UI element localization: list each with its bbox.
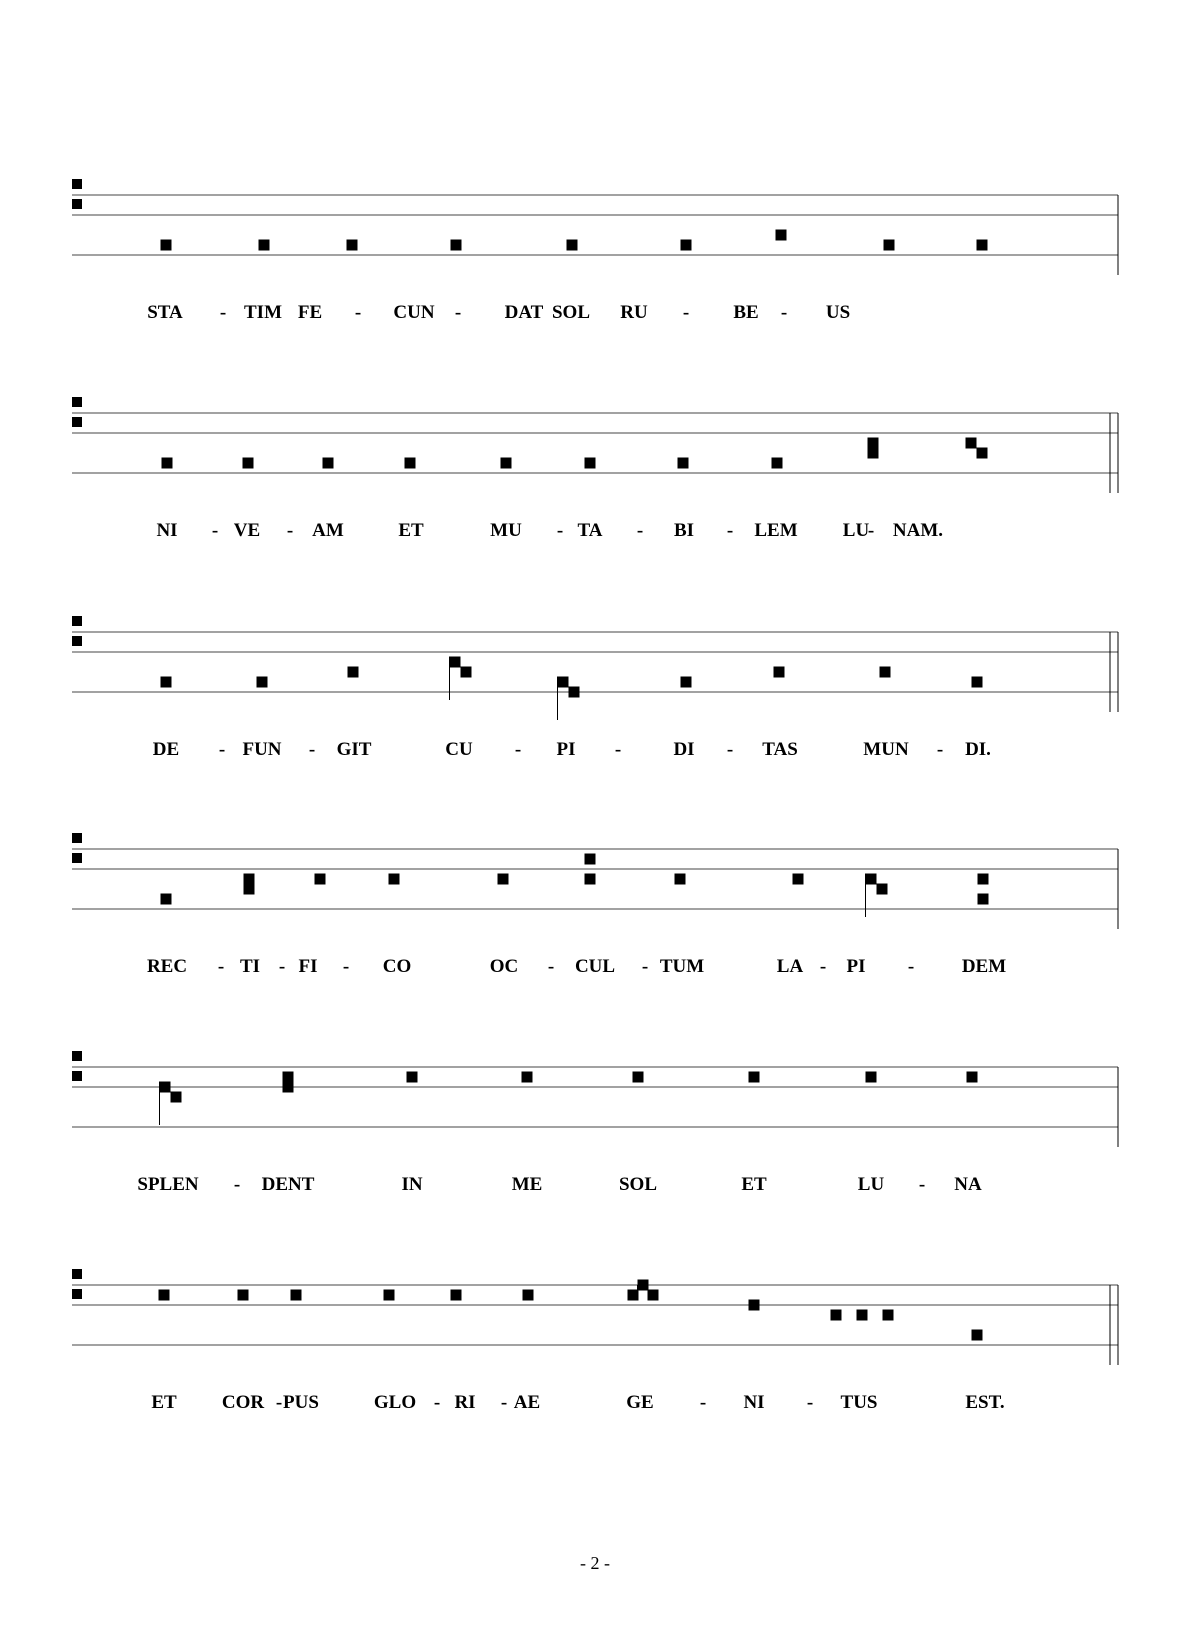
syllable-hyphen: - bbox=[500, 1392, 508, 1413]
lyric-syllable: CUL bbox=[574, 956, 616, 977]
lyric-syllable: BE bbox=[733, 302, 759, 323]
note bbox=[978, 894, 989, 905]
syllable-hyphen: - bbox=[217, 956, 225, 977]
lyric-syllable: GIT bbox=[336, 739, 372, 760]
syllable-hyphen: - bbox=[780, 302, 788, 323]
syllable-hyphen: - bbox=[218, 739, 226, 760]
syllable-hyphen: - bbox=[614, 739, 622, 760]
note bbox=[633, 1072, 644, 1083]
syllable-hyphen: - bbox=[342, 956, 350, 977]
syllable-hyphen: - bbox=[354, 302, 362, 323]
lyric-syllable: DE bbox=[152, 739, 180, 760]
note bbox=[774, 667, 785, 678]
syllable-hyphen: - bbox=[308, 739, 316, 760]
syllable-hyphen: - bbox=[636, 520, 644, 541]
syllable-hyphen: - bbox=[286, 520, 294, 541]
syllable-hyphen: - bbox=[556, 520, 564, 541]
syllable-hyphen: - bbox=[275, 1392, 283, 1413]
note bbox=[323, 458, 334, 469]
clef-icon bbox=[72, 179, 82, 189]
note bbox=[244, 874, 255, 885]
syllable-hyphen: - bbox=[907, 956, 915, 977]
lyric-syllable: TI bbox=[239, 956, 261, 977]
note bbox=[977, 448, 988, 459]
clef-icon bbox=[72, 417, 82, 427]
lyric-syllable: CO bbox=[382, 956, 412, 977]
note bbox=[831, 1310, 842, 1321]
lyric-syllable: CUN bbox=[393, 302, 435, 323]
note bbox=[523, 1290, 534, 1301]
syllable-hyphen: - bbox=[211, 520, 219, 541]
lyric-syllable: TA bbox=[577, 520, 603, 541]
note bbox=[291, 1290, 302, 1301]
note bbox=[569, 687, 580, 698]
note bbox=[162, 458, 173, 469]
note bbox=[451, 1290, 462, 1301]
lyric-syllable: FI bbox=[298, 956, 318, 977]
note bbox=[161, 677, 172, 688]
note bbox=[384, 1290, 395, 1301]
lyric-syllable: ET bbox=[151, 1392, 177, 1413]
note bbox=[161, 240, 172, 251]
page-number: - 2 - bbox=[580, 1553, 610, 1573]
note bbox=[257, 677, 268, 688]
note bbox=[461, 667, 472, 678]
clef-icon bbox=[72, 833, 82, 843]
note bbox=[681, 677, 692, 688]
syllable-hyphen: - bbox=[278, 956, 286, 977]
note bbox=[966, 438, 977, 449]
lyric-syllable: ET bbox=[741, 1174, 767, 1195]
clef-icon bbox=[72, 1269, 82, 1279]
lyric-syllable: OC bbox=[489, 956, 519, 977]
clef-icon bbox=[72, 636, 82, 646]
note bbox=[283, 1072, 294, 1083]
note bbox=[868, 438, 879, 449]
lyric-syllable: NI bbox=[743, 1392, 765, 1413]
clef-icon bbox=[72, 397, 82, 407]
lyric-syllable: PI bbox=[846, 956, 866, 977]
note bbox=[558, 677, 569, 688]
lyric-syllable: TUM bbox=[659, 956, 705, 977]
syllable-hyphen: - bbox=[514, 739, 522, 760]
note bbox=[972, 677, 983, 688]
note bbox=[972, 1330, 983, 1341]
note bbox=[171, 1092, 182, 1103]
note bbox=[348, 667, 359, 678]
syllable-hyphen: - bbox=[547, 956, 555, 977]
syllable-hyphen: - bbox=[219, 302, 227, 323]
lyric-syllable: LA bbox=[776, 956, 804, 977]
syllable-hyphen: - bbox=[682, 302, 690, 323]
note bbox=[977, 240, 988, 251]
lyric-syllable: SOL bbox=[618, 1174, 658, 1195]
note bbox=[648, 1290, 659, 1301]
lyric-syllable: RI bbox=[454, 1392, 476, 1413]
lyric-syllable: REC bbox=[146, 956, 188, 977]
note bbox=[638, 1280, 649, 1291]
note bbox=[405, 458, 416, 469]
syllable-hyphen: - bbox=[454, 302, 462, 323]
lyric-syllable: LU bbox=[842, 520, 870, 541]
lyric-syllable: VE bbox=[233, 520, 261, 541]
note bbox=[243, 458, 254, 469]
clef-icon bbox=[72, 199, 82, 209]
note bbox=[501, 458, 512, 469]
lyric-syllable: LU bbox=[857, 1174, 885, 1195]
syllable-hyphen: - bbox=[433, 1392, 441, 1413]
clef-icon bbox=[72, 1051, 82, 1061]
lyric-syllable: FE bbox=[297, 302, 323, 323]
lyric-syllable: ME bbox=[511, 1174, 543, 1195]
lyric-syllable: AE bbox=[513, 1392, 541, 1413]
lyric-syllable: NA bbox=[954, 1174, 982, 1195]
note bbox=[161, 894, 172, 905]
note bbox=[628, 1290, 639, 1301]
lyric-syllable: PUS bbox=[283, 1392, 319, 1413]
lyric-syllable: LEM bbox=[754, 520, 798, 541]
clef-icon bbox=[72, 1289, 82, 1299]
note bbox=[585, 874, 596, 885]
lyric-syllable: AM bbox=[312, 520, 344, 541]
note bbox=[585, 854, 596, 865]
syllable-hyphen: - bbox=[726, 520, 734, 541]
note bbox=[678, 458, 689, 469]
note bbox=[883, 1310, 894, 1321]
note bbox=[567, 240, 578, 251]
syllable-hyphen: - bbox=[918, 1174, 926, 1195]
note bbox=[880, 667, 891, 678]
note bbox=[884, 240, 895, 251]
note bbox=[585, 458, 596, 469]
note bbox=[681, 240, 692, 251]
lyric-syllable: SPLEN bbox=[137, 1174, 199, 1195]
lyric-syllable: ET bbox=[398, 520, 424, 541]
lyric-syllable: US bbox=[825, 302, 851, 323]
note bbox=[772, 458, 783, 469]
note bbox=[259, 240, 270, 251]
note bbox=[857, 1310, 868, 1321]
syllable-hyphen: - bbox=[726, 739, 734, 760]
lyric-syllable: DI bbox=[673, 739, 695, 760]
note bbox=[450, 657, 461, 668]
syllable-hyphen: - bbox=[867, 520, 875, 541]
lyric-syllable: DENT bbox=[261, 1174, 315, 1195]
note bbox=[868, 448, 879, 459]
note bbox=[451, 240, 462, 251]
lyric-syllable: COR bbox=[221, 1392, 265, 1413]
syllable-hyphen: - bbox=[233, 1174, 241, 1195]
lyric-syllable: DI. bbox=[965, 739, 991, 760]
lyric-syllable: GE bbox=[626, 1392, 654, 1413]
note bbox=[675, 874, 686, 885]
note bbox=[238, 1290, 249, 1301]
note bbox=[244, 884, 255, 895]
note bbox=[160, 1082, 171, 1093]
syllable-hyphen: - bbox=[806, 1392, 814, 1413]
lyric-syllable: GLO bbox=[373, 1392, 417, 1413]
note bbox=[407, 1072, 418, 1083]
note bbox=[347, 240, 358, 251]
clef-icon bbox=[72, 616, 82, 626]
lyric-syllable: DEM bbox=[961, 956, 1007, 977]
note bbox=[877, 884, 888, 895]
note bbox=[749, 1072, 760, 1083]
note bbox=[498, 874, 509, 885]
lyric-syllable: PI bbox=[556, 739, 576, 760]
lyric-syllable: IN bbox=[401, 1174, 423, 1195]
syllable-hyphen: - bbox=[641, 956, 649, 977]
note bbox=[283, 1082, 294, 1093]
clef-icon bbox=[72, 1071, 82, 1081]
note bbox=[978, 874, 989, 885]
lyric-syllable: SOL bbox=[551, 302, 591, 323]
note bbox=[159, 1290, 170, 1301]
note bbox=[866, 1072, 877, 1083]
note bbox=[866, 874, 877, 885]
lyric-syllable: BI bbox=[673, 520, 695, 541]
lyric-syllable: FUN bbox=[242, 739, 282, 760]
lyric-syllable: NI bbox=[156, 520, 178, 541]
lyric-syllable: NAM. bbox=[892, 520, 944, 541]
syllable-hyphen: - bbox=[936, 739, 944, 760]
note bbox=[793, 874, 804, 885]
lyric-syllable: TUS bbox=[840, 1392, 878, 1413]
note bbox=[315, 874, 326, 885]
note bbox=[776, 230, 787, 241]
lyric-syllable: TAS bbox=[762, 739, 798, 760]
lyric-syllable: STA bbox=[147, 302, 183, 323]
note bbox=[522, 1072, 533, 1083]
lyric-syllable: MUN bbox=[863, 739, 909, 760]
note bbox=[967, 1072, 978, 1083]
syllable-hyphen: - bbox=[699, 1392, 707, 1413]
lyric-syllable: MU bbox=[490, 520, 522, 541]
lyric-syllable: EST. bbox=[965, 1392, 1005, 1413]
lyric-syllable: CU bbox=[445, 739, 473, 760]
clef-icon bbox=[72, 853, 82, 863]
note bbox=[749, 1300, 760, 1311]
lyric-syllable: TIM bbox=[244, 302, 282, 323]
lyric-syllable: DAT bbox=[504, 302, 544, 323]
syllable-hyphen: - bbox=[819, 956, 827, 977]
note bbox=[389, 874, 400, 885]
lyric-syllable: RU bbox=[620, 302, 648, 323]
